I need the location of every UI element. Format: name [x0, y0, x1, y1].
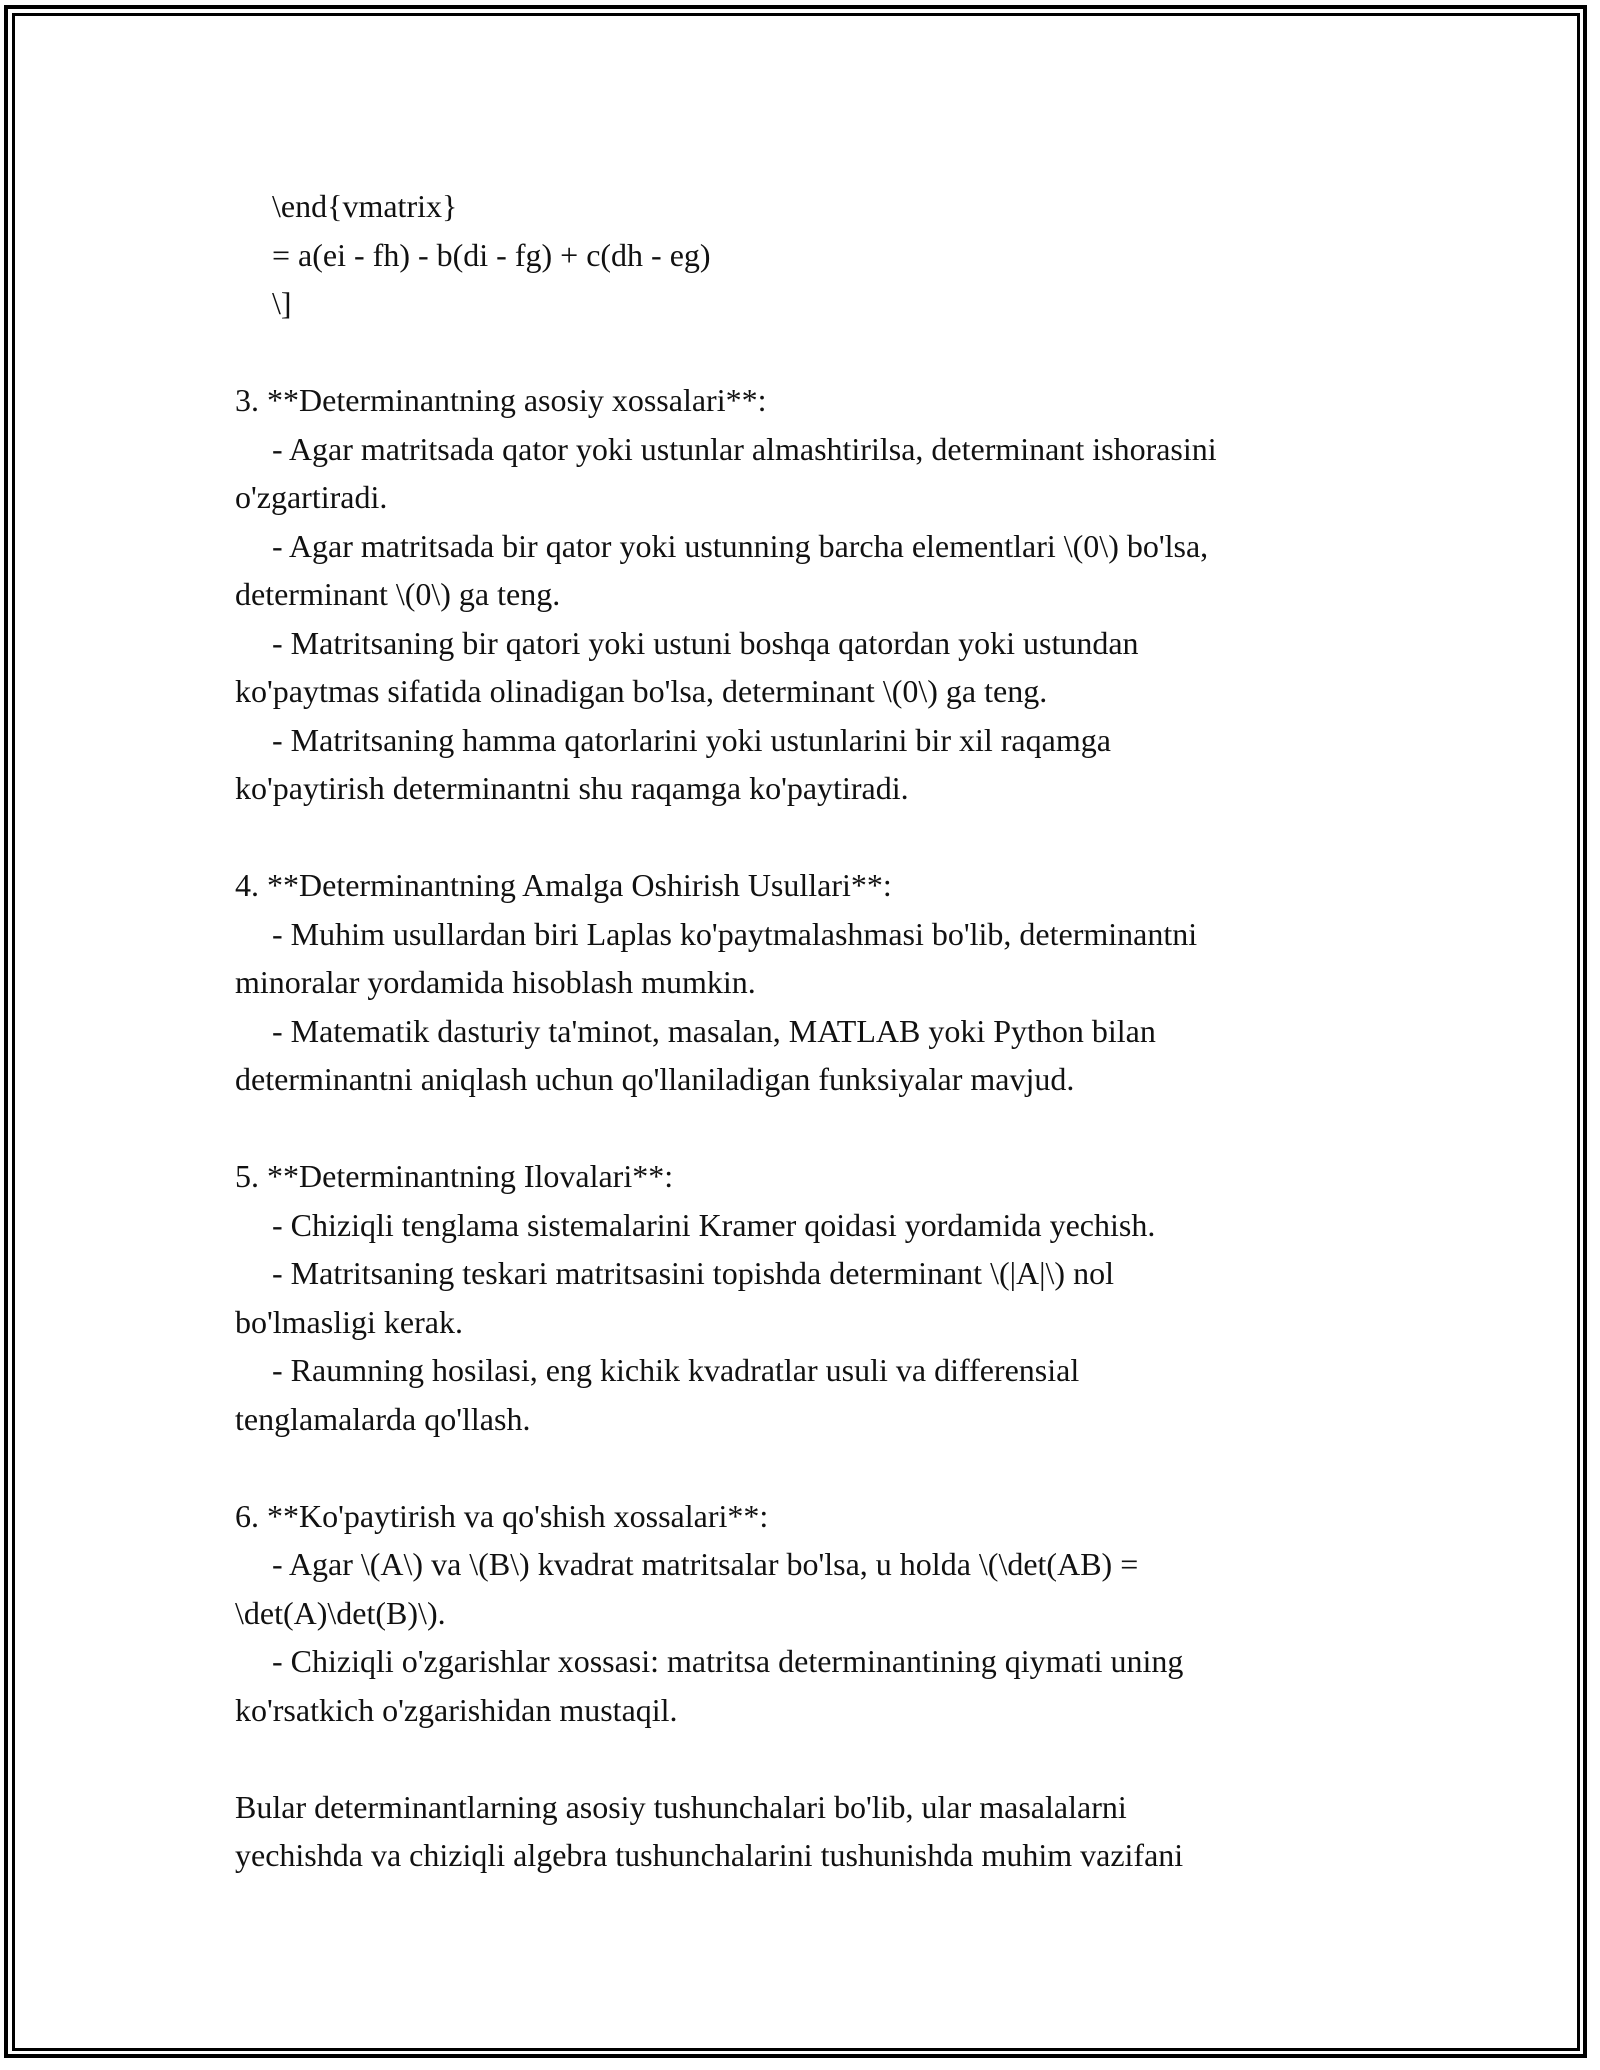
text-line: - Matritsaning bir qatori yoki ustuni boshqa qatordan yoki ustundan — [272, 624, 1139, 661]
text-line: - Chiziqli o'zgarishlar xossasi: matritsa determinantining qiymati uning — [272, 1643, 1184, 1679]
text-line: bo'lmasligi kerak. — [235, 1303, 463, 1340]
text-line: 3. **Determinantning asosiy xossalari**: — [235, 382, 767, 418]
text-line: ko'paytmas sifatida olinadigan bo'lsa, determinant \(0\) ga teng. — [235, 673, 1048, 709]
document-body — [235, 182, 1375, 1880]
text-line: minoralar yordamida hisoblash mumkin. — [235, 964, 756, 1000]
text-line: \] — [272, 285, 292, 321]
text-line: - Agar matritsada qator yoki ustunlar almashtirilsa, determinant ishorasini — [272, 430, 1217, 467]
text-line: - Raumning hosilasi, eng kichik kvadratlar usuli va differensial — [272, 1352, 1080, 1388]
text-line: yechishda va chiziqli algebra tushunchalarini tushunishda muhim vazifani — [235, 1837, 1184, 1873]
text-line: \det(A)\det(B)\). — [235, 1594, 446, 1631]
text-line: determinant \(0\) ga teng. — [235, 576, 561, 612]
text-line: ko'rsatkich o'zgarishidan mustaqil. — [235, 1691, 678, 1728]
text-line: 4. **Determinantning Amalga Oshirish Usullari**: — [235, 867, 892, 903]
text-line: - Chiziqli tenglama sistemalarini Kramer qoidasi yordamida yechish. — [272, 1206, 1156, 1243]
paragraph-gap — [235, 1443, 1375, 1492]
text-line: - Matritsaning teskari matritsasini topishda determinant \(|A|\) nol — [272, 1255, 1114, 1291]
text-line: Bular determinantlarning asosiy tushunchalari bo'lib, ular masalalarni — [235, 1788, 1127, 1825]
text-line: ko'paytirish determinantni shu raqamga ko'paytiradi. — [235, 770, 909, 806]
text-line: o'zgartiradi. — [235, 479, 388, 515]
text-line: 5. **Determinantning Ilovalari**: — [235, 1158, 674, 1194]
text-line: - Agar matritsada bir qator yoki ustunning barcha elementlari \(0\) bo'lsa, — [272, 527, 1209, 564]
paragraph-gap — [235, 813, 1375, 862]
text-line: - Muhim usullardan biri Laplas ko'paytmalashmasi bo'lib, determinantni — [272, 915, 1198, 952]
paragraph-gap — [235, 1734, 1375, 1783]
text-line: 6. **Ko'paytirish va qo'shish xossalari**: — [235, 1497, 769, 1534]
text-line: tenglamalarda qo'llash. — [235, 1400, 531, 1437]
text-line: - Matritsaning hamma qatorlarini yoki ustunlarini bir xil raqamga — [272, 721, 1111, 758]
text-line: - Agar \(A\) va \(B\) kvadrat matritsalar bo'lsa, u holda \(\det(AB) = — [272, 1546, 1139, 1582]
text-line: determinantni aniqlash uchun qo'llaniladigan funksiyalar mavjud. — [235, 1061, 1075, 1097]
text-line: - Matematik dasturiy ta'minot, masalan, MATLAB yoki Python bilan — [272, 1012, 1156, 1049]
text-line: \end{vmatrix} — [272, 188, 458, 224]
text-line: = a(ei - fh) - b(di - fg) + c(dh - eg) — [272, 236, 711, 273]
paragraph-gap — [235, 1104, 1375, 1153]
paragraph-gap — [235, 328, 1375, 377]
